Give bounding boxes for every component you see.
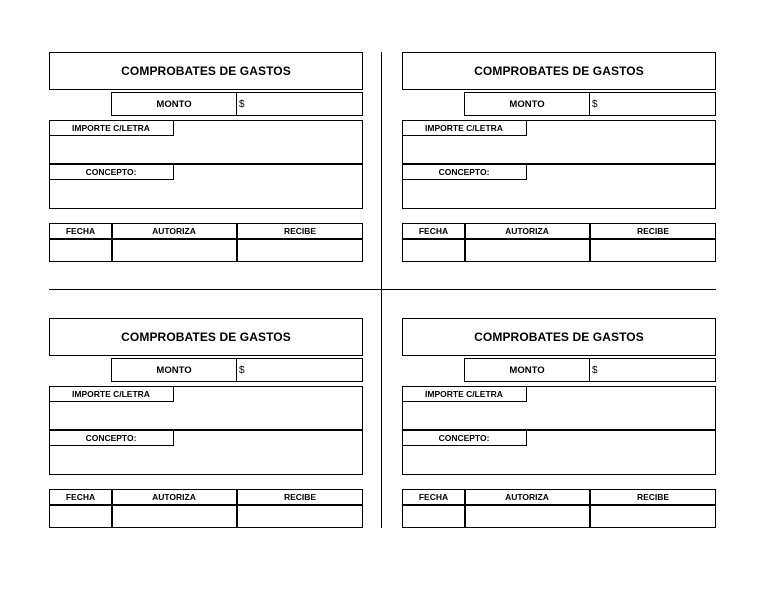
recibe-header: RECIBE [636,226,670,236]
concepto-label: CONCEPTO: [49,430,174,446]
form-title-box [402,52,716,90]
monto-label: MONTO [464,358,590,382]
autoriza-cell[interactable] [465,506,589,526]
fecha-header: FECHA [418,226,449,236]
monto-label: MONTO [111,358,237,382]
concepto-label: CONCEPTO: [402,430,527,446]
concepto-field[interactable] [402,430,716,475]
concepto-field[interactable] [49,430,363,475]
vertical-cut-line [381,52,382,528]
fecha-header: FECHA [65,226,96,236]
expense-voucher-form-1 [49,52,363,262]
importe-letra-field[interactable] [49,386,363,430]
recibe-cell[interactable] [591,506,715,526]
fecha-cell[interactable] [403,240,464,260]
monto-field[interactable]: $ [236,358,363,382]
expense-voucher-form-4 [402,318,716,528]
recibe-header: RECIBE [283,492,317,502]
importe-letra-label: IMPORTE C/LETRA [402,120,527,136]
recibe-cell[interactable] [238,506,362,526]
concepto-label: CONCEPTO: [402,164,527,180]
autoriza-header: AUTORIZA [152,492,196,502]
importe-letra-field[interactable] [402,120,716,164]
fecha-cell[interactable] [403,506,464,526]
form-title: COMPROBATES DE GASTOS [474,64,644,78]
autoriza-header: AUTORIZA [505,492,549,502]
form-title-box [49,52,363,90]
form-title: COMPROBATES DE GASTOS [474,330,644,344]
fecha-header: FECHA [65,492,96,502]
importe-letra-label: IMPORTE C/LETRA [49,386,174,402]
autoriza-cell[interactable] [465,240,589,260]
monto-label: MONTO [464,92,590,116]
signature-table [402,489,716,528]
recibe-header: RECIBE [283,226,317,236]
expense-voucher-form-2 [402,52,716,262]
signature-table [402,223,716,262]
form-title-box [402,318,716,356]
form-title-box [49,318,363,356]
importe-letra-label: IMPORTE C/LETRA [49,120,174,136]
recibe-cell[interactable] [238,240,362,260]
expense-voucher-form-3 [49,318,363,528]
form-title: COMPROBATES DE GASTOS [121,330,291,344]
autoriza-header: AUTORIZA [152,226,196,236]
recibe-header: RECIBE [636,492,670,502]
concepto-field[interactable] [49,164,363,209]
monto-field[interactable]: $ [236,92,363,116]
monto-field[interactable]: $ [589,358,716,382]
importe-letra-field[interactable] [402,386,716,430]
concepto-field[interactable] [402,164,716,209]
recibe-cell[interactable] [591,240,715,260]
signature-table [49,489,363,528]
autoriza-header: AUTORIZA [505,226,549,236]
monto-field[interactable]: $ [589,92,716,116]
form-title: COMPROBATES DE GASTOS [121,64,291,78]
fecha-cell[interactable] [50,506,111,526]
autoriza-cell[interactable] [112,506,236,526]
autoriza-cell[interactable] [112,240,236,260]
concepto-label: CONCEPTO: [49,164,174,180]
importe-letra-field[interactable] [49,120,363,164]
fecha-cell[interactable] [50,240,111,260]
importe-letra-label: IMPORTE C/LETRA [402,386,527,402]
monto-label: MONTO [111,92,237,116]
horizontal-cut-line [49,289,716,290]
fecha-header: FECHA [418,492,449,502]
signature-table [49,223,363,262]
